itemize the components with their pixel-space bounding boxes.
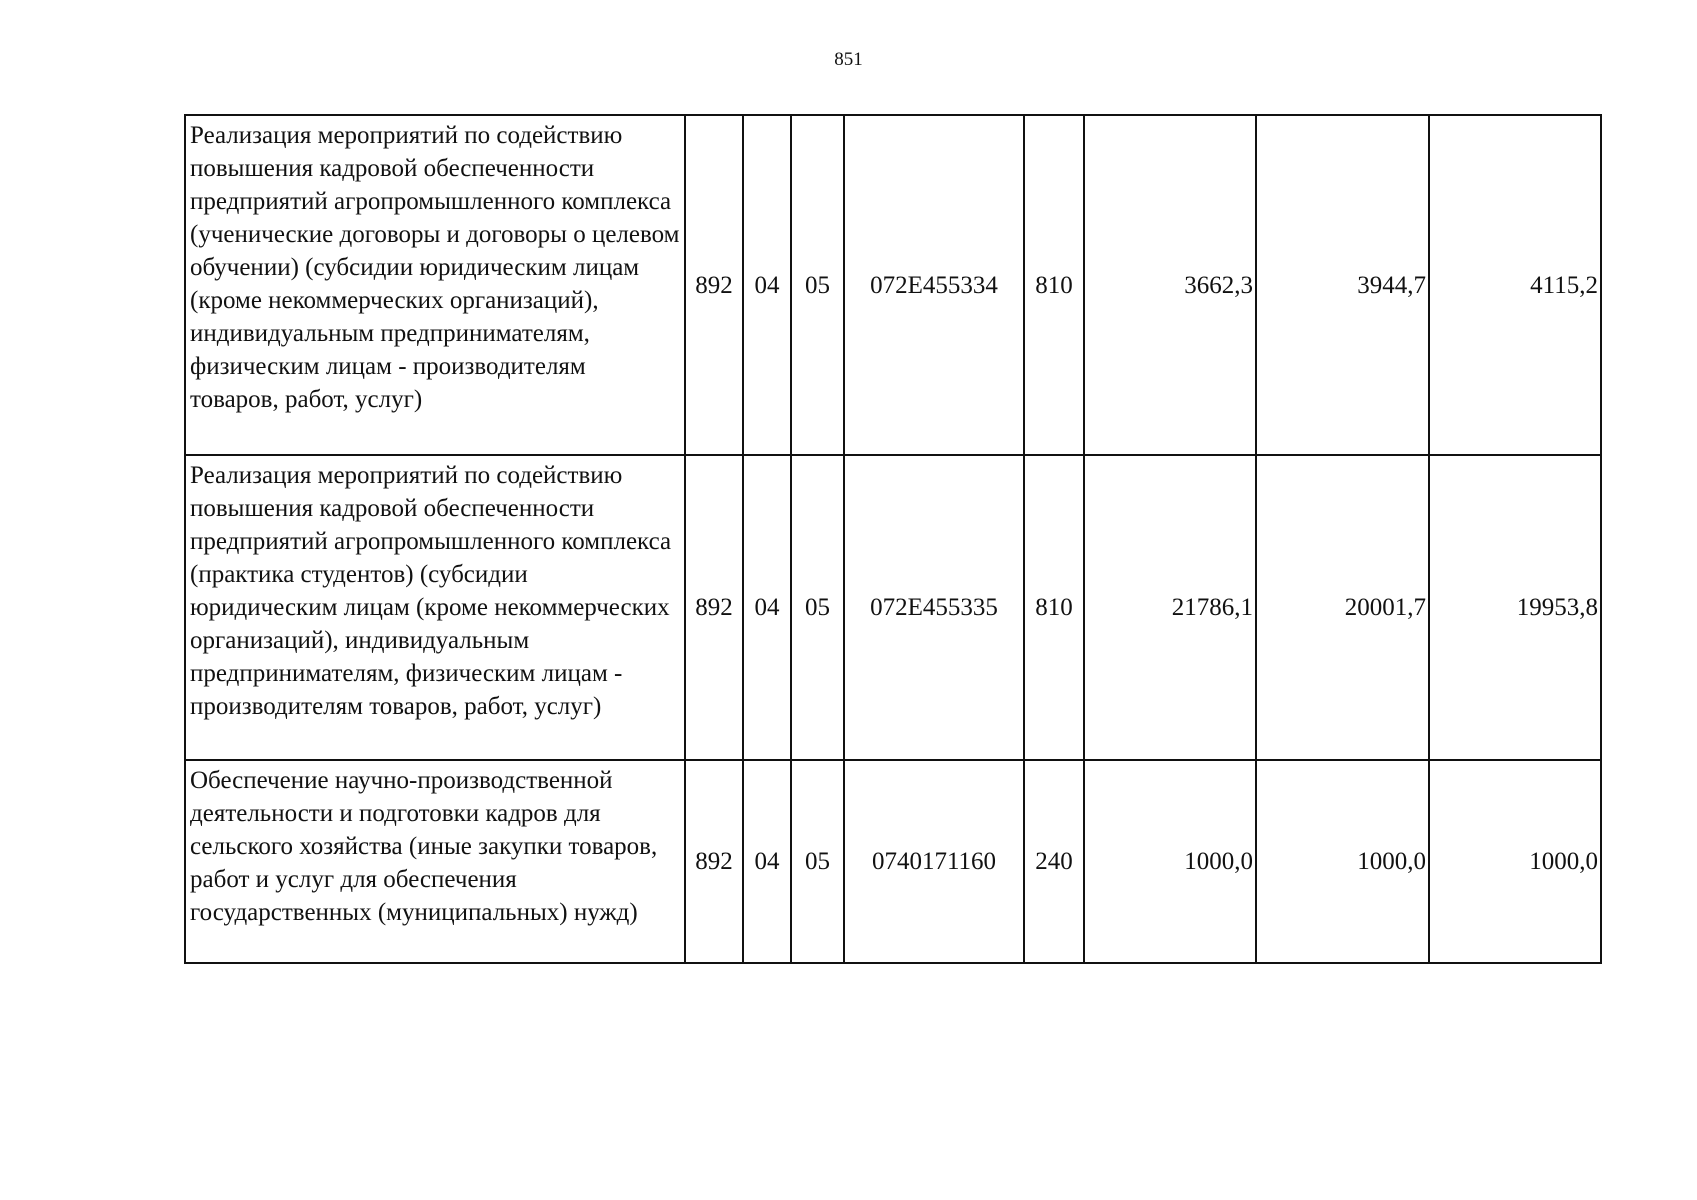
table-row [185,455,1601,760]
amount-3: 1000,0 [1429,760,1601,963]
subsection-code: 05 [791,115,844,455]
table-row [185,760,1601,963]
page-number: 851 [834,49,863,70]
target-article-code: 072E455335 [844,455,1024,760]
amount-2: 1000,0 [1256,760,1429,963]
row-description: Реализация мероприятий по содействию повышения кадровой обеспеченности предприятий агропромышленного комплекса (практика студентов) (субсидии юридическим лицам (кроме некоммерческих организаций), индивидуальным предпринимателям, физическим лицам - производителям товаров, работ, услуг) [185,455,685,760]
target-article-code: 072E455334 [844,115,1024,455]
budget-table [184,114,1602,964]
section-code: 04 [743,455,791,760]
section-code: 04 [743,760,791,963]
expense-type-code: 240 [1024,760,1084,963]
amount-3: 19953,8 [1429,455,1601,760]
amount-1: 1000,0 [1084,760,1256,963]
target-article-code: 0740171160 [844,760,1024,963]
ministry-code: 892 [685,760,743,963]
amount-1: 21786,1 [1084,455,1256,760]
row-description: Обеспечение научно-производственной деятельности и подготовки кадров для сельского хозяйства (иные закупки товаров, работ и услуг для обеспечения государственных (муниципальных) нужд) [185,760,685,963]
expense-type-code: 810 [1024,115,1084,455]
amount-3: 4115,2 [1429,115,1601,455]
amount-2: 20001,7 [1256,455,1429,760]
ministry-code: 892 [685,455,743,760]
ministry-code: 892 [685,115,743,455]
amount-1: 3662,3 [1084,115,1256,455]
subsection-code: 05 [791,760,844,963]
amount-2: 3944,7 [1256,115,1429,455]
table-row [185,115,1601,455]
row-description: Реализация мероприятий по содействию повышения кадровой обеспеченности предприятий агропромышленного комплекса (ученические договоры и договоры о целевом обучении) (субсидии юридическим лицам (кроме некоммерческих организаций), индивидуальным предпринимателям, физическим лицам - производителям товаров, работ, услуг) [185,115,685,455]
subsection-code: 05 [791,455,844,760]
section-code: 04 [743,115,791,455]
expense-type-code: 810 [1024,455,1084,760]
